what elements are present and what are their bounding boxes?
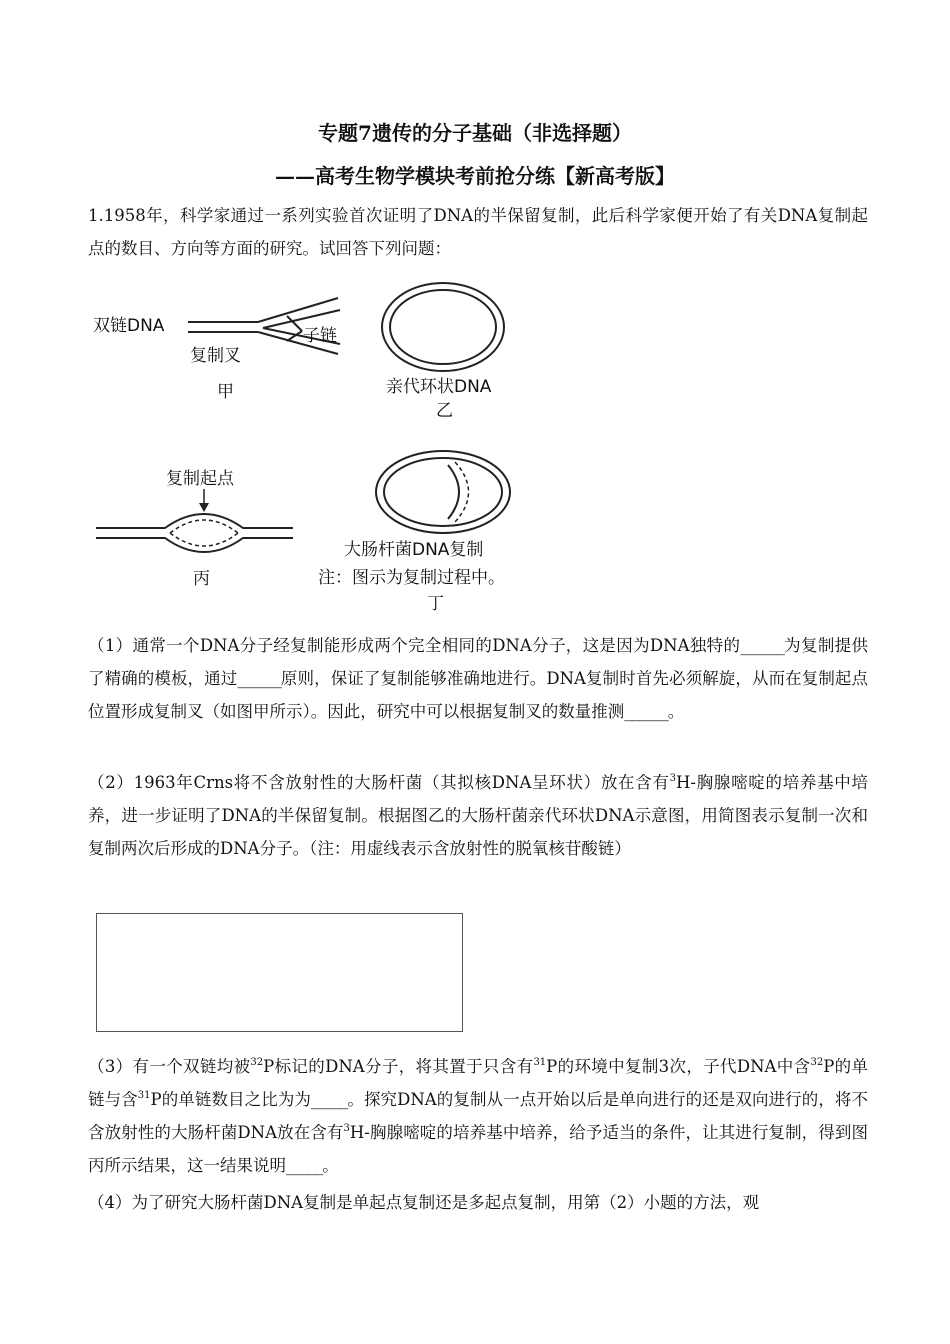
label-circular-dna: 亲代环状DNA bbox=[386, 377, 492, 397]
label-ecoli-replication: 大肠杆菌DNA复制 bbox=[344, 540, 484, 560]
answer-blank[interactable]: _____ bbox=[286, 1156, 323, 1175]
label-daughter-strand: 子链 bbox=[303, 326, 337, 346]
dna-replication-figure bbox=[0, 0, 950, 630]
label-double-strand-dna: 双链DNA bbox=[93, 316, 165, 336]
label-ding: 丁 bbox=[427, 594, 444, 614]
answer-blank[interactable]: ______ bbox=[624, 702, 668, 721]
figure-ding bbox=[318, 451, 510, 614]
figure-jia bbox=[93, 298, 340, 402]
page-title: 专题7遗传的分子基础（非选择题） bbox=[318, 121, 632, 145]
page-subtitle: ——高考生物学模块考前抢分练【新高考版】 bbox=[275, 164, 675, 188]
figure-yi bbox=[382, 283, 504, 421]
figure-bing bbox=[96, 469, 293, 589]
question-1-intro: 1.1958年，科学家通过一系列实验首次证明了DNA的半保留复制，此后科学家便开始了有关DNA复制起点的数目、方向等方面的研究。试回答下列问题： bbox=[88, 206, 868, 258]
label-yi: 乙 bbox=[436, 401, 453, 421]
label-replication-fork: 复制叉 bbox=[190, 346, 241, 366]
sub-question-4: （4）为了研究大肠杆菌DNA复制是单起点复制还是多起点复制，用第（2）小题的方法，观 bbox=[88, 1193, 760, 1212]
answer-blank[interactable]: ______ bbox=[740, 636, 784, 655]
label-figure-note: 注：图示为复制过程中。 bbox=[318, 568, 505, 588]
drawing-answer-box[interactable] bbox=[96, 913, 463, 1032]
sub-question-3: （3）有一个双链均被$^{32}$P标记的DNA分子，将其置于只含有$^{31}$P的环境中复制3次，子代DNA中含$^{32}$P的单链与含$^{31}$P的单链数目之比为为_____。探究DNA的复制从一点开始以后是单向进行的还是双向进行的，将不含放射性的大肠杆菌DNA放在含有$^3$H-胸腺嘧啶的培养基中培养，给予适当的条件，让其进行复制，得到图丙所示结果，这一结果说明_____。 bbox=[88, 1057, 869, 1175]
sub-question-2: （2）1963年Crns将不含放射性的大肠杆菌（其拟核DNA呈环状）放在含有$^3$H-胸腺嘧啶的培养基中培养，进一步证明了DNA的半保留复制。根据图乙的大肠杆菌亲代环状DNA示意图，用简图表示复制一次和复制两次后形成的DNA分子。（注：用虚线表示含放射性的脱氧核苷酸链） bbox=[88, 773, 868, 858]
answer-blank[interactable]: _____ bbox=[311, 1090, 348, 1109]
label-bing: 丙 bbox=[193, 569, 210, 589]
label-replication-origin: 复制起点 bbox=[166, 469, 234, 489]
label-jia: 甲 bbox=[217, 382, 234, 402]
sub-question-1: （1）通常一个DNA分子经复制能形成两个完全相同的DNA分子，这是因为DNA独特的______为复制提供了精确的模板，通过______原则，保证了复制能够准确地进行。DNA复制时首先必须解旋，从而在复制起点位置形成复制叉（如图甲所示）。因此，研究中可以根据复制叉的数量推测______。 bbox=[88, 636, 869, 721]
answer-blank[interactable]: ______ bbox=[237, 669, 281, 688]
